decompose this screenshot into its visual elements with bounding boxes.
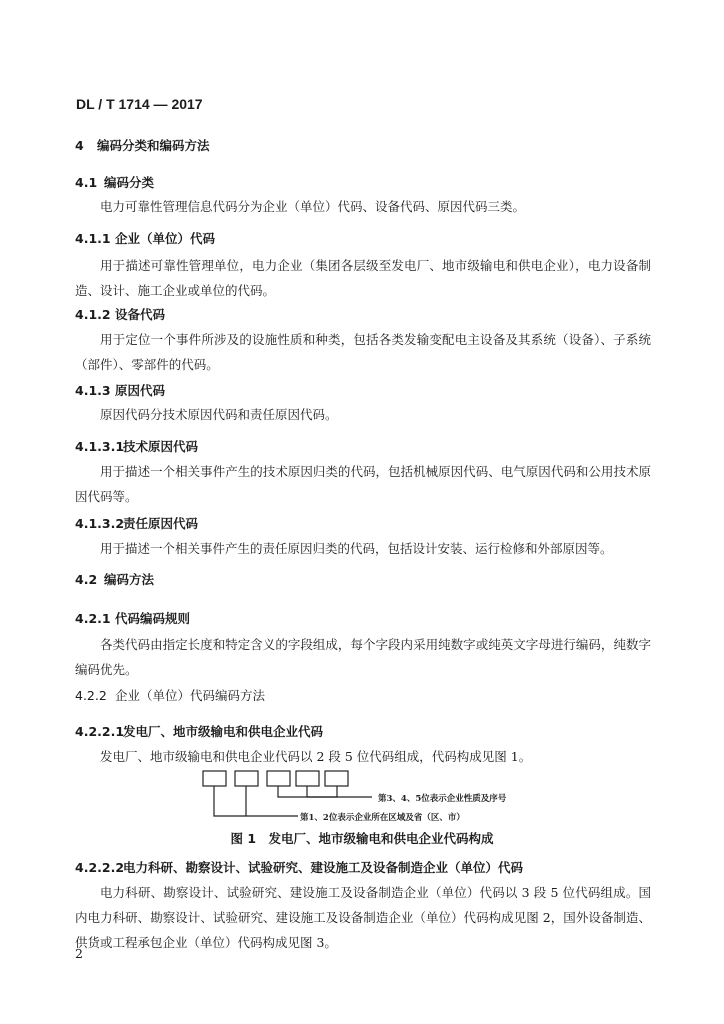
code-digit-box-5	[325, 771, 348, 786]
paragraph-4-2-2-1: 发电厂、地市级输电和供电企业代码以 2 段 5 位代码组成，代码构成见图 1。	[100, 749, 532, 764]
figure-1-label-digits-1-2: 第1、2位表示企业所在区域及省（区、市）	[300, 813, 465, 823]
section-heading-4-2-2: 4.2.2 企业（单位）代码编码方法	[75, 688, 266, 703]
standard-number-header: DL / T 1714 — 2017	[76, 96, 203, 112]
section-heading-4-1-3: 4.1.3 原因代码	[75, 383, 166, 398]
section-heading-4: 4 编码分类和编码方法	[75, 138, 210, 153]
paragraph-4-2-2-2: 电力科研、勘察设计、试验研究、建设施工及设备制造企业（单位）代码以 3 段 5 位代码组成。国内电力科研、勘察设计、试验研究、建设施工及设备制造企业（单位）代码构成见图 2，国外设备制造、供货或工程承包企业（单位）代码构成见图 3。	[75, 885, 651, 950]
code-digit-box-2	[235, 771, 258, 786]
section-heading-4-1-3-2: 4.1.3.2责任原因代码	[75, 516, 199, 531]
figure-1-label-digits-3-5: 第3、4、5位表示企业性质及序号	[378, 794, 507, 804]
section-heading-4-1-1: 4.1.1 企业（单位）代码	[75, 231, 216, 246]
section-heading-4-1: 4.1 编码分类	[75, 175, 155, 190]
section-heading-4-2-2-1: 4.2.2.1发电厂、地市级输电和供电企业代码	[75, 724, 324, 739]
section-heading-4-2-1: 4.2.1 代码编码规则	[75, 611, 191, 626]
paragraph-4-1: 电力可靠性管理信息代码分为企业（单位）代码、设备代码、原因代码三类。	[100, 199, 526, 214]
code-digit-box-4	[296, 771, 319, 786]
paragraph-4-1-3-1: 用于描述一个相关事件产生的技术原因归类的代码，包括机械原因代码、电气原因代码和公用技术原因代码等。	[75, 464, 651, 504]
section-heading-4-1-3-1: 4.1.3.1技术原因代码	[75, 439, 199, 454]
code-digit-box-3	[267, 771, 290, 786]
figure-1-code-structure	[0, 766, 724, 826]
paragraph-4-2-1: 各类代码由指定长度和特定含义的字段组成，每个字段内采用纯数字或纯英文字母进行编码，纯数字编码优先。	[75, 637, 651, 677]
paragraph-4-1-3: 原因代码分技术原因代码和责任原因代码。	[100, 407, 338, 422]
paragraph-4-1-2: 用于定位一个事件所涉及的设施性质和种类，包括各类发输变配电主设备及其系统（设备）、子系统（部件）、零部件的代码。	[75, 332, 651, 372]
code-digit-box-1	[203, 771, 226, 786]
section-heading-4-1-2: 4.1.2 设备代码	[75, 307, 166, 322]
section-heading-4-2: 4.2 编码方法	[75, 572, 155, 587]
paragraph-4-1-1: 用于描述可靠性管理单位，电力企业（集团各层级至发电厂、地市级输电和供电企业），电力设备制造、设计、施工企业或单位的代码。	[75, 258, 651, 298]
section-heading-4-2-2-2: 4.2.2.2电力科研、勘察设计、试验研究、建设施工及设备制造企业（单位）代码	[75, 860, 524, 875]
paragraph-4-1-3-2: 用于描述一个相关事件产生的责任原因归类的代码，包括设计安装、运行检修和外部原因等。	[100, 541, 613, 556]
figure-1-caption: 图 1 发电厂、地市级输电和供电企业代码构成	[230, 831, 494, 846]
bracket-digits-1-2	[214, 786, 246, 816]
page-number: 2	[75, 946, 83, 961]
